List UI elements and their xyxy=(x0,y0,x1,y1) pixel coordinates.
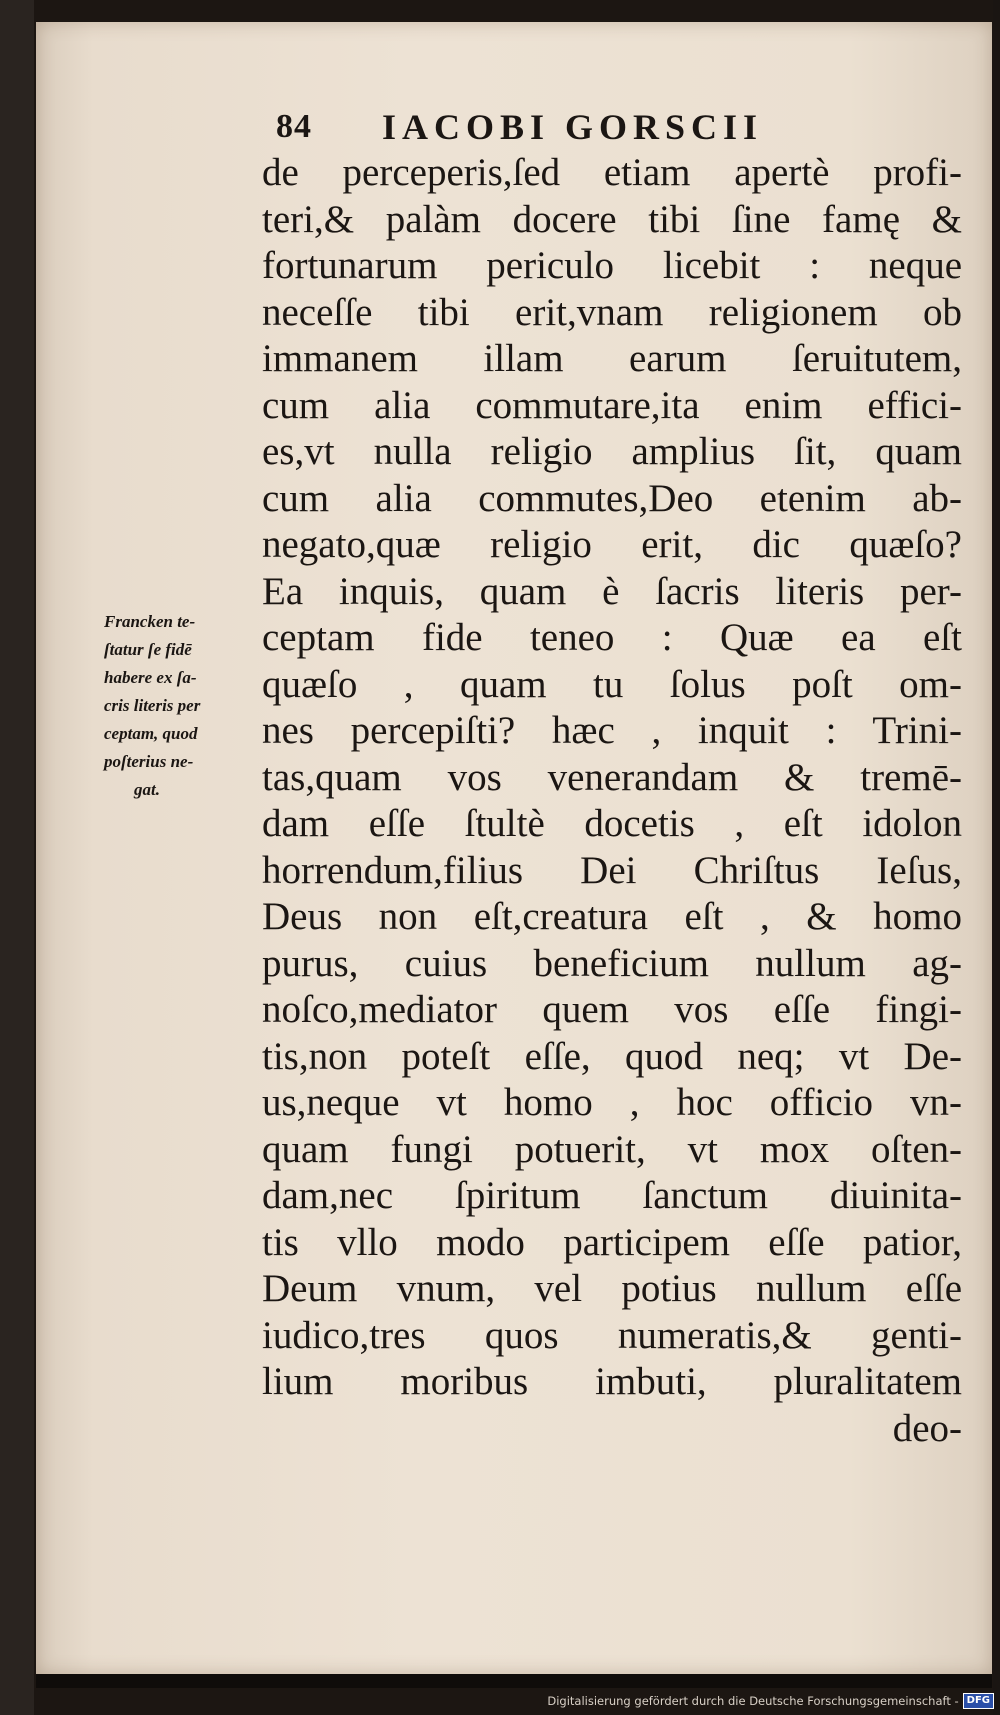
text-line: tis vllo modo participem eſſe patior, xyxy=(262,1220,962,1264)
marginal-note-line: Francken te- xyxy=(104,612,196,631)
running-head-title: IACOBI GORSCII xyxy=(382,107,764,147)
scan-background-left xyxy=(0,0,34,1715)
text-line: nes percepiſti? hæc , inquit : Trini- xyxy=(262,709,962,752)
catchword: deo- xyxy=(892,1406,962,1450)
page-number: 84 xyxy=(276,108,312,145)
text-line: quam fungi potuerit, vt mox oſten- xyxy=(262,1127,962,1171)
text-line: quæſo , quam tu ſolus poſt om- xyxy=(262,662,962,706)
text-line: tas,quam vos venerandam & tremē- xyxy=(262,755,962,799)
text-line: Deum vnum, vel potius nullum eſſe xyxy=(262,1267,962,1310)
text-line: noſco,mediator quem vos eſſe fingi- xyxy=(262,988,962,1031)
text-line: ceptam fide teneo : Quæ ea eſt xyxy=(262,616,962,659)
text-line: fortunarum periculo licebit : neque xyxy=(262,244,962,287)
text-line: teri,& palàm docere tibi ſine famę & xyxy=(262,197,962,241)
marginal-note-line: poſterius ne- xyxy=(104,752,194,771)
marginal-note-line: gat. xyxy=(134,780,160,799)
marginal-note-line: ſtatur ſe fidē xyxy=(104,640,192,659)
text-line: horrendum,filius Dei Chriſtus Ieſus, xyxy=(262,848,962,892)
text-line: es,vt nulla religio amplius ſit, quam xyxy=(262,430,962,473)
scan-background-right xyxy=(993,0,1000,1715)
dfg-logo: DFG xyxy=(963,1693,994,1709)
running-head xyxy=(242,98,822,154)
text-line: purus, cuius beneficium nullum ag- xyxy=(262,941,962,985)
text-line: lium moribus imbuti, pluralitatem xyxy=(262,1360,962,1403)
text-line: Deus non eſt,creatura eſt , & homo xyxy=(262,895,962,938)
text-line: neceſſe tibi erit,vnam religionem ob xyxy=(262,290,962,334)
text-line: dam,nec ſpiritum ſanctum diuinita- xyxy=(262,1174,962,1217)
text-line: negato,quæ religio erit, dic quæſo? xyxy=(262,523,962,566)
text-line: tis,non poteſt eſſe, quod neq; vt De- xyxy=(262,1034,962,1078)
text-line: dam eſſe ſtultè docetis , eſt idolon xyxy=(262,802,962,845)
footer-credit-text: Digitalisierung gefördert durch die Deutsche Forschungsgemeinschaft - xyxy=(547,1694,959,1708)
page-bottom-shadow xyxy=(36,1674,992,1688)
text-line: cum alia commutare,ita enim effici- xyxy=(262,383,962,427)
text-line: de perceperis,ſed etiam apertè profi- xyxy=(262,151,962,194)
main-text-block xyxy=(262,150,962,1452)
text-line: immanem illam earum ſeruitutem, xyxy=(262,337,962,380)
marginal-note xyxy=(104,608,264,804)
marginal-note-line: habere ex ſa- xyxy=(104,668,197,687)
text-line: us,neque vt homo , hoc officio vn- xyxy=(262,1081,962,1124)
digitization-footer xyxy=(0,1693,994,1713)
marginal-note-line: cris literis per xyxy=(104,696,201,715)
text-line: cum alia commutes,Deo etenim ab- xyxy=(262,476,962,520)
marginal-note-line: ceptam, quod xyxy=(104,724,198,743)
text-line: Ea inquis, quam è ſacris literis per- xyxy=(262,569,962,613)
text-line: iudico,tres quos numeratis,& genti- xyxy=(262,1313,962,1357)
